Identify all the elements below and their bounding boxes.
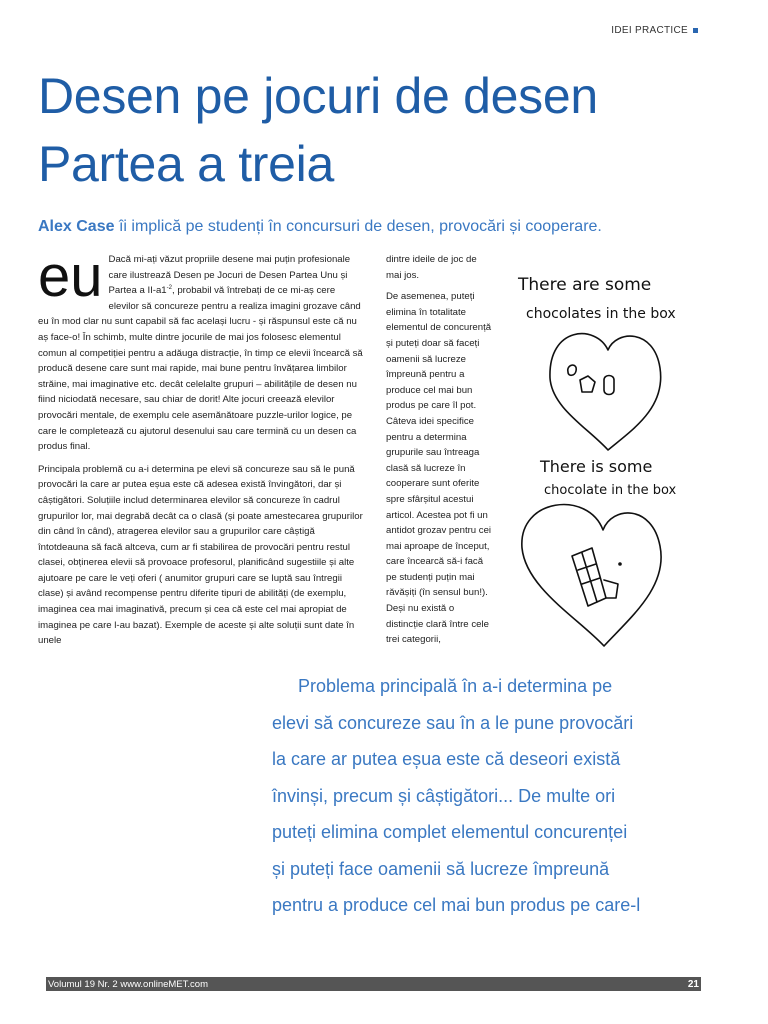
body-paragraph-4: De asemenea, puteți elimina în totalitate elementul de concurență și puteți doar să faceți oamenii să lucreze împreună pentru a produce cel mai bun produs pe care îl pot. Câteva idei specifice pentru a determina grupurile sau întreaga clasă să lucreze în cooperare sunt oferite spre sfârșitul acestui articol. Acestea pot fi un antidot grozav pentru cei mai aproape de început, care încearcă să-i facă pe studenți puțin mai răvășiți (în sensul bun!). Deși nu există o distincție clară între cele trei categorii, <box>386 291 492 646</box>
standfirst <box>38 218 738 236</box>
pull-quote-line: Problema principală în a-i determina pe <box>298 676 613 696</box>
chocolate-bar-icon <box>572 548 606 606</box>
section-label-text: IDEI PRACTICE <box>611 25 688 36</box>
pull-quote-line: puteți elimina complet elementul concurenței <box>272 822 628 842</box>
pull-quote <box>272 668 712 924</box>
article-title-line-2: Partea a treia <box>38 136 334 192</box>
pull-quote-line: învinși, precum și câștigători... De multe ori <box>272 785 616 806</box>
body-paragraph-2: Principala problemă cu a-i determina pe elevi să concureze sau să le pună provocări la care ar putea eșua este că adesea există învingători, dar și câștigători. Soluțiile includ determinarea elevilor să concureze în cadrul grupurilor lor, mai degrabă decât ca o clasă (și poate amestecarea grupurilor din când în când), atragerea elevilor sau a grupurilor care câștigă întotdeauna să facă altceva, cum ar fi stabilirea de provocări pentru restul clasei, obținerea elevii să provoace profesorul, planificând sugestiile și alte ajutoare pe care le veți oferi ( anumitor grupuri care se luptă sau întregii clase) și având recompense pentru diferite tipuri de abilități (de exemplu, imaginea cea mai imaginativă, precum și cea că este cel mai apropiat de imaginea pe care l-au bazat). Exemple de aceste și alte soluții sunt date în unele <box>38 463 363 647</box>
caption-1-line-2: chocolates in the box <box>526 306 676 322</box>
chocolate-hexagon-icon <box>580 376 595 392</box>
chocolate-oval-icon <box>604 376 614 395</box>
chocolate-round-icon <box>568 365 576 375</box>
author-name: Alex Case <box>38 218 115 235</box>
chocolate-bar-wrapper-icon <box>604 580 618 598</box>
article-title <box>38 62 728 198</box>
pull-quote-line: pentru a produce cel mai bun produs pe care-l <box>272 895 641 915</box>
body-paragraph-3: dintre ideile de joc de mai jos. <box>386 254 477 281</box>
drop-cap: eu <box>38 244 103 309</box>
section-marker-square <box>693 28 698 33</box>
pull-quote-line: la care ar putea eșua este că deseori există <box>272 749 621 769</box>
article-title-line-1: Desen pe jocuri de desen <box>38 68 598 124</box>
standfirst-text: îi implică pe studenți în concursuri de desen, provocări și cooperare. <box>118 218 602 235</box>
pull-quote-line: și puteți face oamenii să lucreze împreună <box>272 858 610 879</box>
footer-bar <box>46 977 701 991</box>
section-label <box>611 25 698 36</box>
pull-quote-line: elevi să concureze sau în a le pune provocări <box>272 712 634 733</box>
body-paragraph-1-text: Dacă mi-ați văzut propriile desene mai puțin profesionale care ilustrează Desen pe Jocuri de Desen Partea Unu și Partea a II-a1 <box>108 254 351 297</box>
page-number: 21 <box>687 978 699 990</box>
body-paragraph-1-text-cont: , probabil vă întrebați de ce mi-aș cere elevilor să concureze pentru a realiza imagini grozave când eu în mod clar nu sunt capabil să fac același lucru - și răspunsul este că nu aș face-o! În schimb, multe dintre jocurile de mai jos folosesc elementul comun al competiției pentru a adăuga distracție, în timp ce elevii încearcă să producă desene care sunt mai rapide, mai bune pentru învățarea limbilor străine, mai imaginative etc. decât celelalte grupuri – abilitățile de desen nu fiind niciodată necesare, sau chiar de dorit! Alte jocuri creează elevilor provocări mentale, de exemplu cele asemănătoare puzzle-urilor logice, pe care le completează cu ajutorul desenului sau care termină cu un desen ca produs final. <box>38 285 363 453</box>
heart-box-1 <box>550 334 661 450</box>
hand-drawn-illustration <box>508 268 708 658</box>
footnote-ref: -2 <box>166 285 172 292</box>
footer-publication-info: Volumul 19 Nr. 2 www.onlineMET.com <box>48 978 208 990</box>
body-column-left <box>38 244 363 656</box>
caption-2-line-1: There is some <box>540 457 653 476</box>
body-column-middle <box>386 252 494 654</box>
heart-box-2 <box>522 505 661 646</box>
caption-1-line-1: There are some <box>518 275 652 295</box>
caption-2-line-2: chocolate in the box <box>544 483 677 498</box>
